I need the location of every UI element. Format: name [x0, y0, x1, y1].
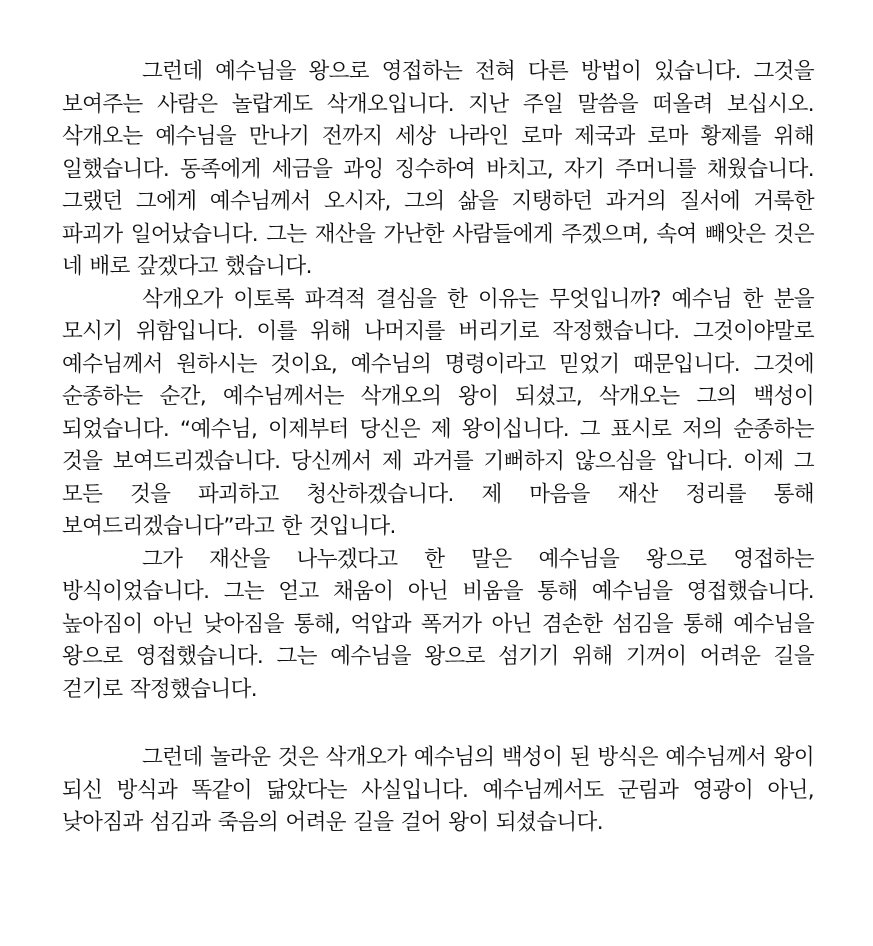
- paragraph-1: 그런데 예수님을 왕으로 영접하는 전혀 다른 방법이 있습니다. 그것을 보여주는 사람은 놀랍게도 삭개오입니다. 지난 주일 말씀을 떠올려 보십시오. 삭개오는 예수님을 만나기 전까지 세상 나라인 로마 제국과 로마 황제를 위해 일했습니다. 동족에게 세금을 과잉 징수하여 바치고, 자기 주머니를 채웠습니다. 그랬던 그에게 예수님께서 오시자, 그의 삶을 지탱하던 과거의 질서에 거룩한 파괴가 일어났습니다. 그는 재산을 가난한 사람들에게 주겠으며, 속여 빼앗은 것은 네 배로 갚겠다고 했습니다.: [62, 59, 814, 279]
- paragraph-spacer: [62, 706, 814, 742]
- document-body: [62, 56, 814, 840]
- paragraph-4: 그런데 놀라운 것은 삭개오가 예수님의 백성이 된 방식은 예수님께서 왕이 되신 방식과 똑같이 닮았다는 사실입니다. 예수님께서도 군림과 영광이 아닌, 낮아짐과 섬김과 죽음의 어려운 길을 걸어 왕이 되셨습니다.: [62, 745, 814, 835]
- paragraph-2: 삭개오가 이토록 파격적 결심을 한 이유는 무엇입니까? 예수님 한 분을 모시기 위함입니다. 이를 위해 나머지를 버리기로 작정했습니다. 그것이야말로 예수님께서 원하시는 것이요, 예수님의 명령이라고 믿었기 때문입니다. 그것에 순종하는 순간, 예수님께서는 삭개오의 왕이 되셨고, 삭개오는 그의 백성이 되었습니다. “예수님, 이제부터 당신은 제 왕이십니다. 그 표시로 저의 순종하는 것을 보여드리겠습니다. 당신께서 제 과거를 기뻐하지 않으심을 압니다. 이제 그 모든 것을 파괴하고 청산하겠습니다. 제 마음을 재산 정리를 통해 보여드리겠습니다”라고 한 것입니다.: [62, 286, 814, 539]
- paragraph-3: 그가 재산을 나누겠다고 한 말은 예수님을 왕으로 영접하는 방식이었습니다. 그는 얻고 채움이 아닌 비움을 통해 예수님을 영접했습니다. 높아짐이 아닌 낮아짐을 통해, 억압과 폭거가 아닌 겸손한 섬김을 통해 예수님을 왕으로 영접했습니다. 그는 예수님을 왕으로 섬기기 위해 기꺼이 어려운 길을 걷기로 작정했습니다.: [62, 546, 814, 702]
